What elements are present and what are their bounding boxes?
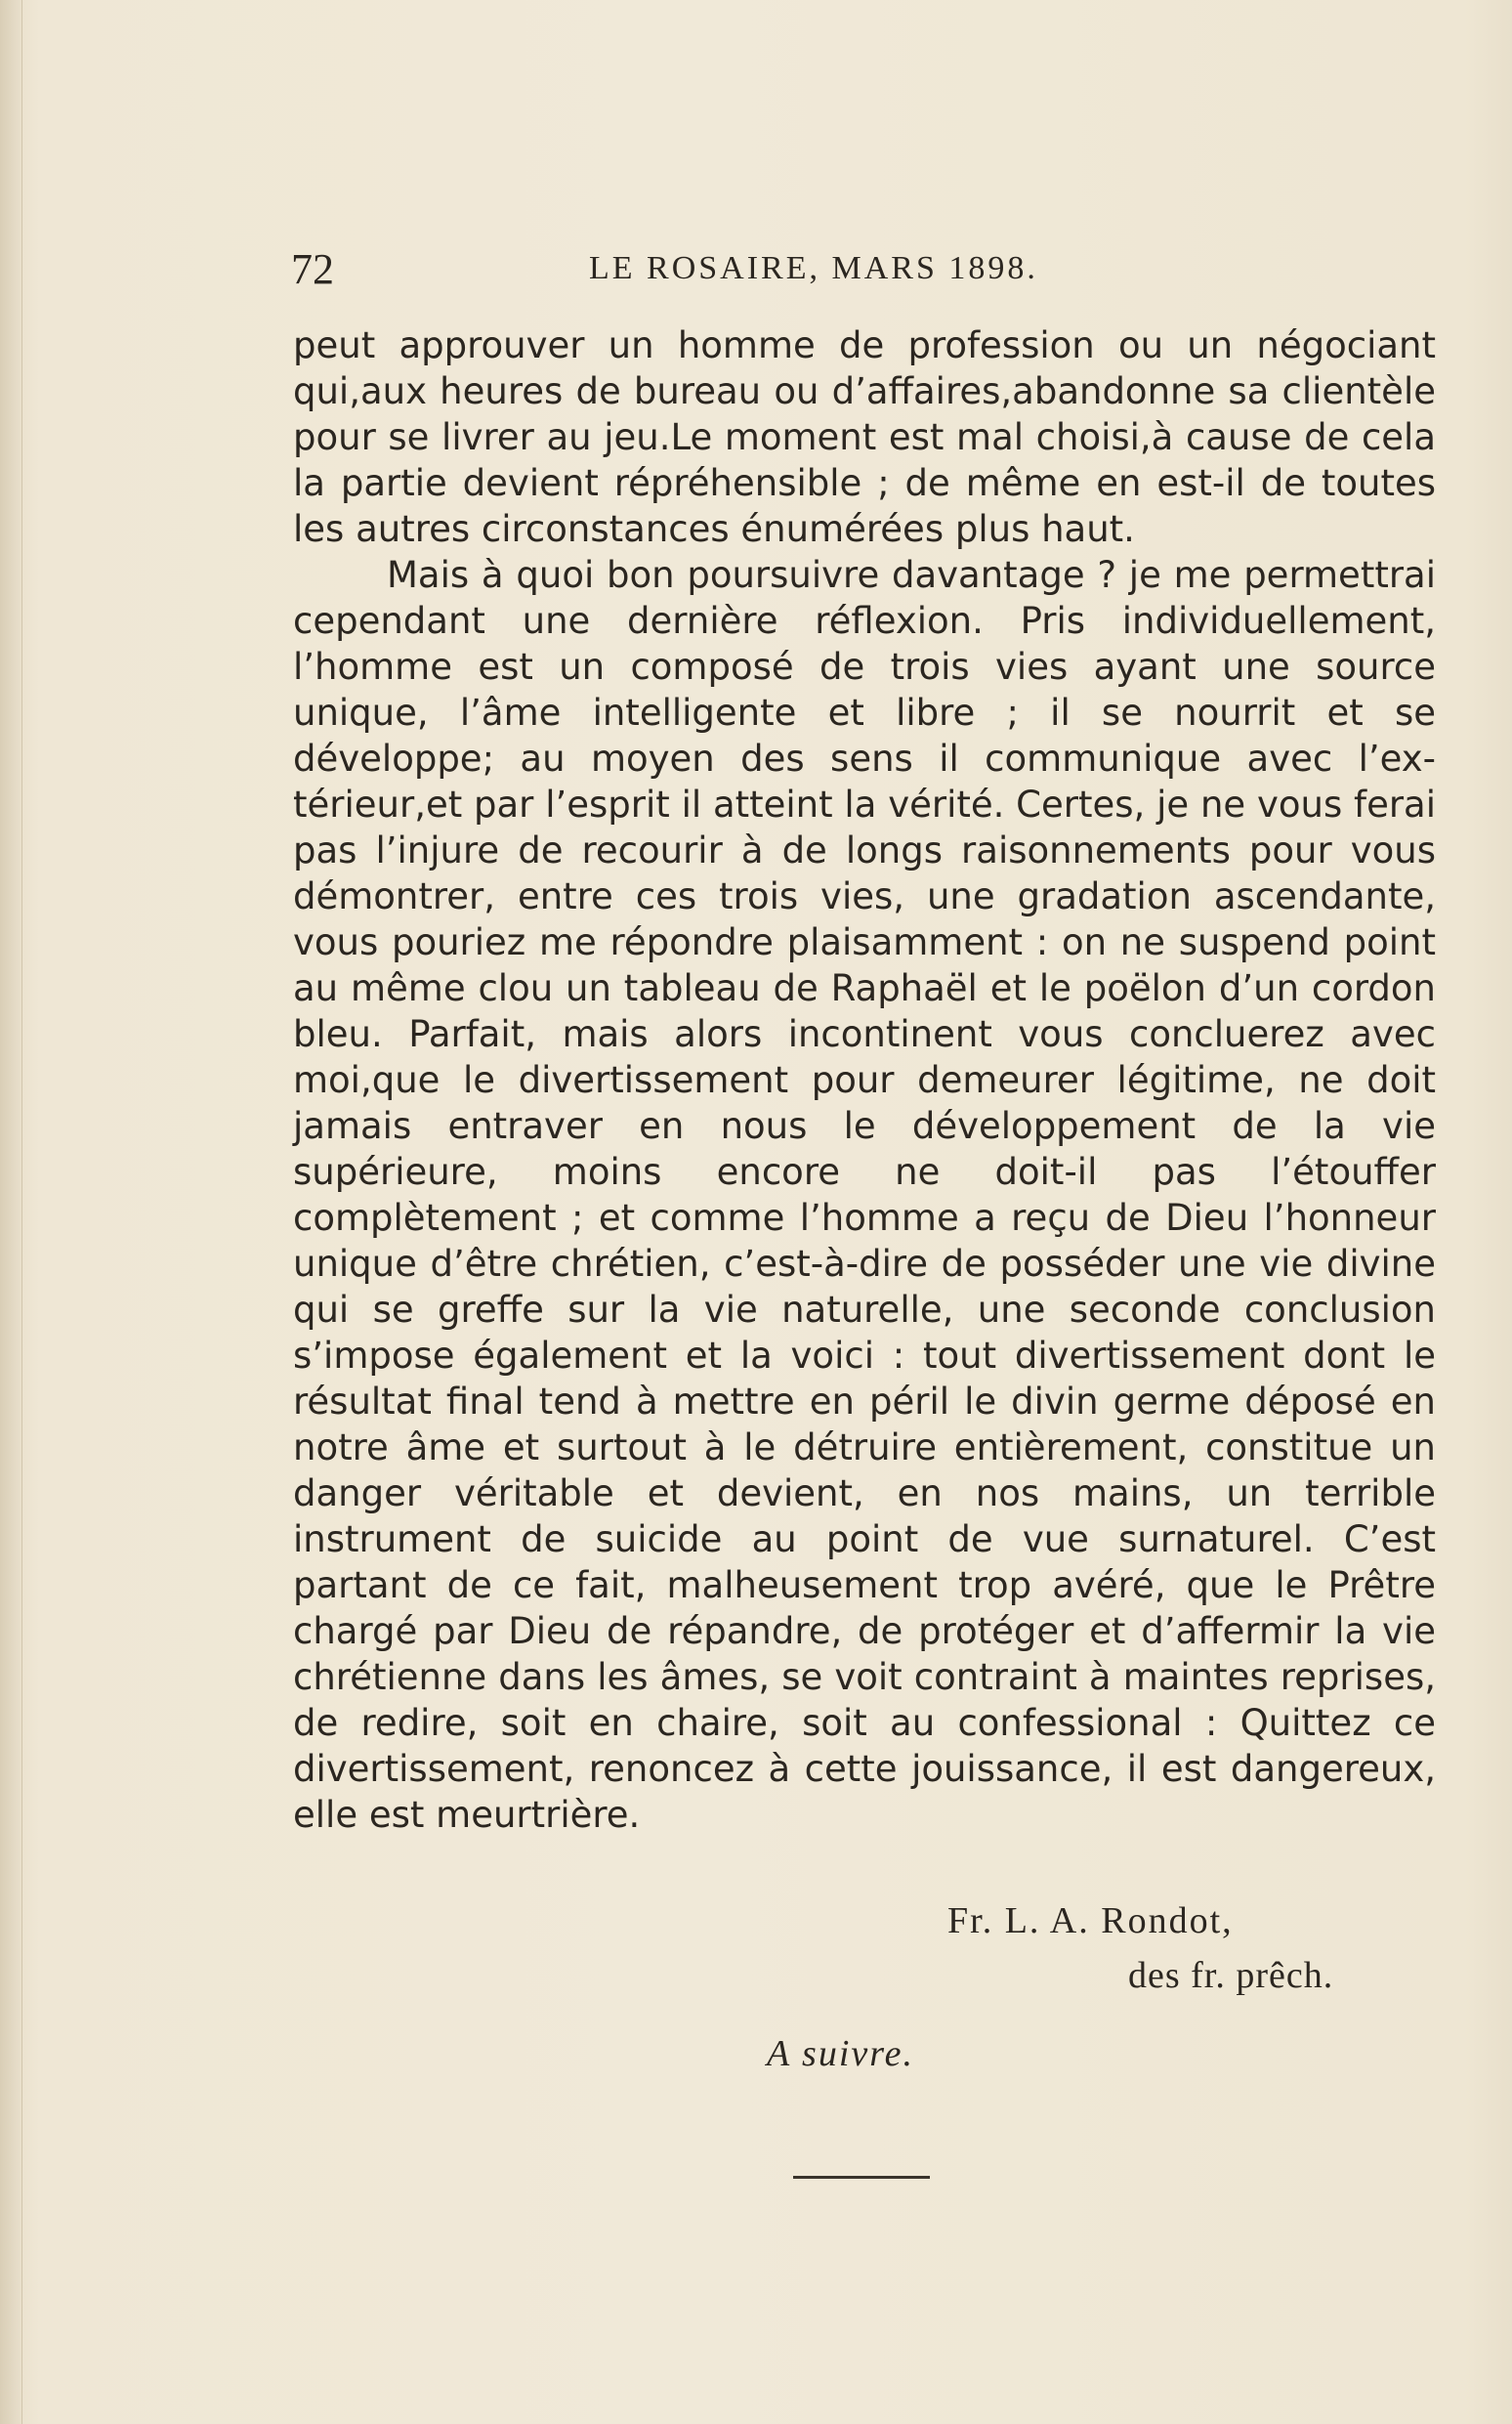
paragraph: Mais à quoi bon poursuivre davantage ? je me permettrai cependant une dernière réflexion. Pris individuellement, l’homme est un composé de trois vies ayant une source unique, l’âme intelligente et libre ; il se nourrit et se développe; au moyen des sens il communique avec l’extérieur,et par l’esprit il atteint la vérité. Certes, je ne vous ferai pas l’injure de recourir à de longs raisonnements pour vous démontrer, entre ces trois vies, une gradation ascendante, vous pouriez me répondre plaisamment : on ne suspend point au même clou un tableau de Raphaël et le poëlon d’un cordon bleu. Parfait, mais alors incontinent vous concluerez avec moi,que le divertissement pour demeurer légitime, ne doit jamais entraver en nous le développement de la vie supérieure, moins encore ne doit-il pas l’étouffer complètement ; et comme l’homme a reçu de Dieu l’honneur unique d’être chrétien, c’est-à-dire de posséder une vie divine qui se greffe sur la vie naturelle, une seconde conclusion s’impose également et la voici : tout divertissement dont le résultat final tend à mettre en péril le divin germe déposé en notre âme et surtout à le détruire entièrement, constitue un danger véritable et devient, en nos mains, un terrible instrument de suicide au point de vue surnaturel. C’est partant de ce fait, malheusement trop avéré, que le Prêtre chargé par Dieu de répandre, de protéger et d’affermir la vie chrétienne dans les âmes, se voit contraint à maintes reprises, de redire, soit en chaire, soit au confessional : Quittez ce divertissement, renoncez à cette jouissance, il est dangereux, elle est meurtrière. bbox=[293, 554, 1436, 1836]
page-number: 72 bbox=[291, 245, 334, 293]
author-title: des fr. prêch. bbox=[1128, 1955, 1334, 1996]
author-signature: Fr. L. A. Rondot, bbox=[947, 1900, 1234, 1941]
end-rule bbox=[793, 2176, 930, 2179]
page-header bbox=[291, 244, 1440, 303]
to-be-continued: A suivre. bbox=[767, 2033, 914, 2074]
paragraph-continued: peut approuver un homme de profession ou un négociant qui,aux heures de bureau ou d’affaires,abandonne sa clientèle pour se livrer au jeu.Le moment est mal choisi,à cause de cela la partie devient répréhensible ; de même en est-il de toutes les autres circonstances énumérées plus haut. bbox=[293, 324, 1436, 550]
running-head: LE ROSAIRE, MARS 1898. bbox=[589, 250, 1038, 286]
body-text bbox=[293, 322, 1436, 1838]
page-gutter bbox=[0, 0, 22, 2424]
